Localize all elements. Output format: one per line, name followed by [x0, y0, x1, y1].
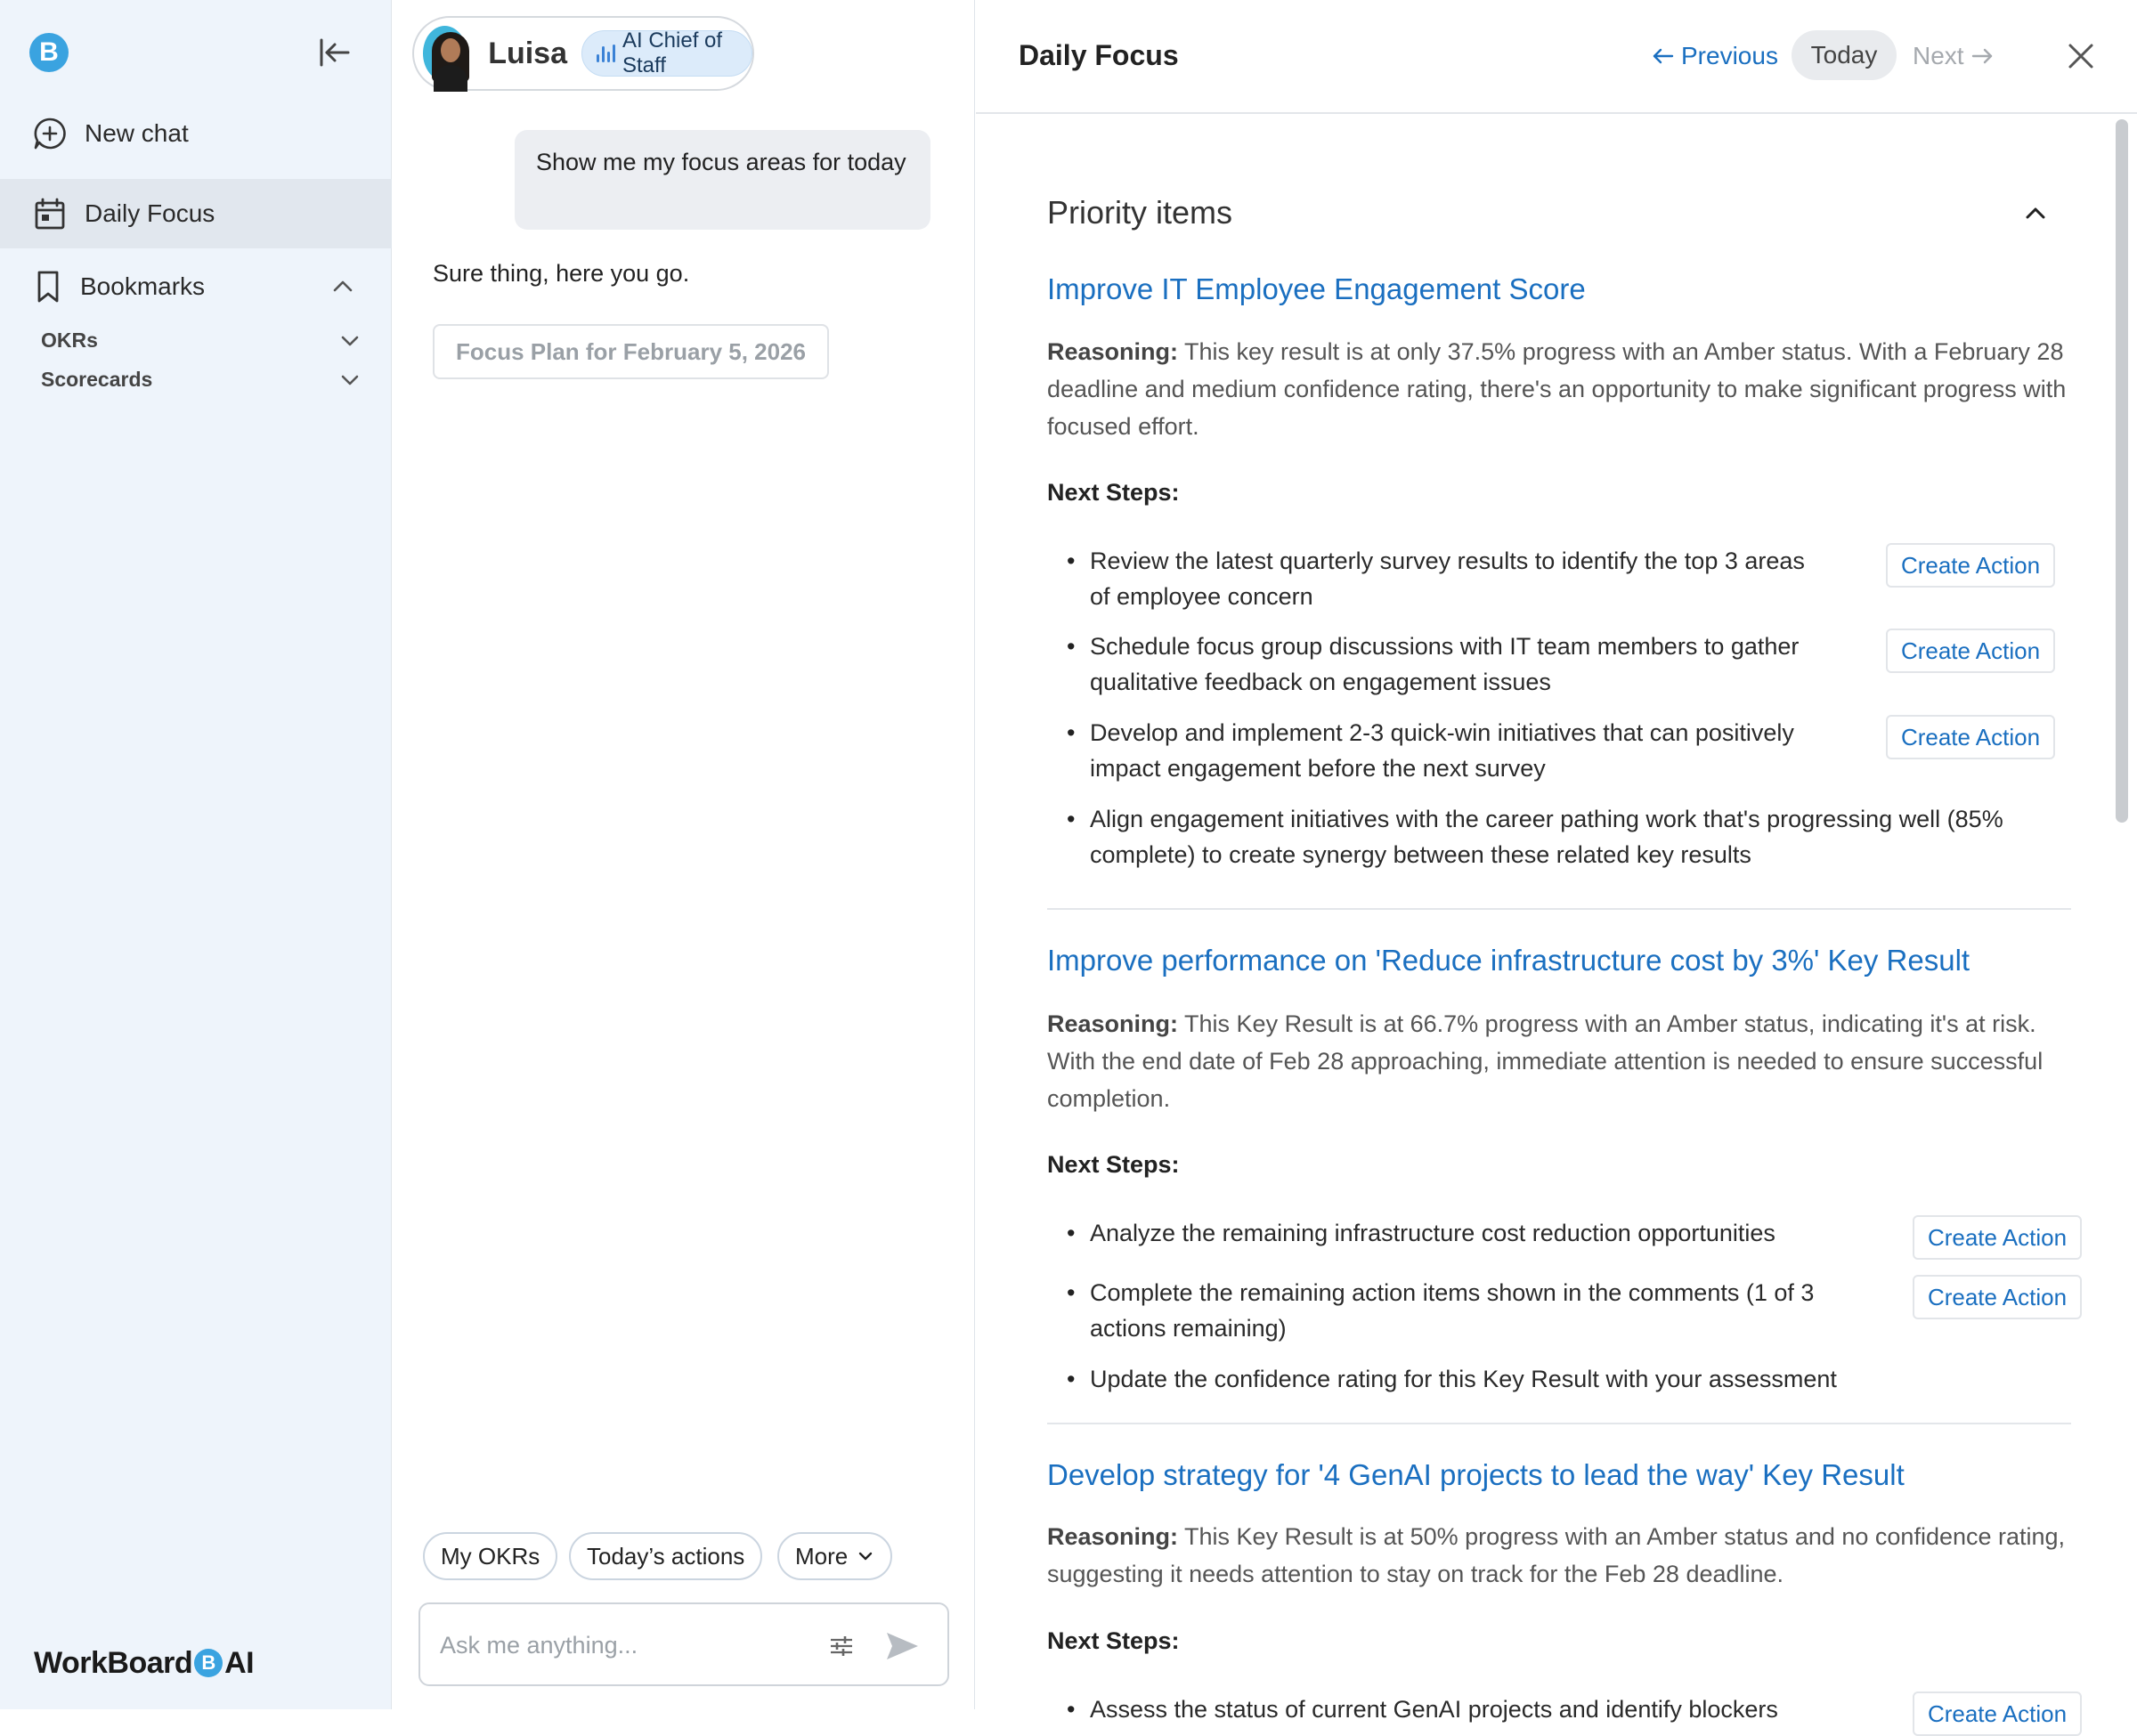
quick-action-my-okrs[interactable]: My OKRs [423, 1532, 557, 1580]
reasoning-label: Reasoning: [1047, 1010, 1179, 1037]
divider [1047, 1423, 2071, 1424]
next-step-item: • Review the latest quarterly survey results to identify the top 3 areas of employee concern [1090, 543, 1820, 614]
agent-selector[interactable] [412, 16, 754, 91]
okrs-label: OKRs [41, 328, 98, 352]
user-message: Show me my focus areas for today [515, 130, 930, 230]
next-step-item: • Schedule focus group discussions with IT team members to gather qualitative feedback on engagement issues [1090, 629, 1820, 700]
chat-panel [393, 0, 975, 1709]
collapse-left-icon [316, 35, 352, 70]
plus-circle-icon [30, 114, 69, 153]
focus-plan-button[interactable]: Focus Plan for February 5, 2026 [433, 324, 829, 379]
panel-title: Daily Focus [1019, 39, 1179, 71]
next-step-item: • Assess the status of current GenAI projects and identify blockers [1090, 1691, 1856, 1727]
create-action-button[interactable]: Create Action [1913, 1691, 2082, 1736]
quick-action-todays-actions[interactable]: Today’s actions [569, 1532, 762, 1580]
collapse-sidebar-button[interactable] [313, 32, 354, 73]
calendar-icon [30, 194, 69, 233]
chevron-down-icon[interactable] [338, 369, 362, 392]
create-action-button[interactable]: Create Action [1913, 1275, 2082, 1319]
sliders-icon [827, 1632, 856, 1660]
bookmark-icon [30, 267, 66, 306]
daily-focus-panel [976, 0, 2137, 1727]
daily-focus-label: Daily Focus [85, 199, 215, 227]
create-action-button[interactable]: Create Action [1913, 1215, 2082, 1260]
priority-item [1047, 272, 2071, 306]
send-button[interactable] [882, 1626, 922, 1667]
panel-scrollbar[interactable] [2116, 119, 2128, 823]
priority-item-title[interactable]: Improve performance on 'Reduce infrastructure cost by 3%' Key Result [1047, 944, 1970, 977]
create-action-button[interactable]: Create Action [1886, 629, 2055, 673]
chat-input[interactable] [440, 1624, 814, 1667]
settings-sliders-button[interactable] [823, 1627, 860, 1665]
chevron-up-icon[interactable] [329, 273, 356, 300]
reasoning-text: This Key Result is at 50% progress with an Amber status and no confidence rating, suggesting it needs attention to stay on track for the Feb 28 deadline. [1047, 1523, 2066, 1587]
priority-item [1047, 1458, 2071, 1492]
today-button[interactable]: Today [1792, 30, 1897, 80]
bookmarks-label: Bookmarks [80, 272, 206, 300]
send-icon [884, 1628, 920, 1664]
create-action-button[interactable]: Create Action [1886, 715, 2055, 759]
collapse-section-button[interactable] [2018, 196, 2053, 231]
priority-item-title[interactable]: Develop strategy for '4 GenAI projects to lead the way' Key Result [1047, 1458, 1905, 1491]
divider [1047, 908, 2071, 910]
next-step-item: • Develop and implement 2-3 quick-win initiatives that can positively impact engagement before the next survey [1090, 715, 1820, 786]
reasoning-label: Reasoning: [1047, 1523, 1179, 1550]
brand-ai-text: AI [224, 1645, 255, 1680]
new-chat-button[interactable] [0, 99, 392, 168]
agent-role-label: AI Chief of Staff [622, 28, 723, 77]
agent-name: Luisa [488, 36, 567, 70]
more-label: More [795, 1542, 849, 1570]
scorecards-label: Scorecards [41, 367, 153, 391]
chat-composer [418, 1602, 949, 1686]
next-button[interactable] [1913, 34, 1995, 78]
create-action-button[interactable]: Create Action [1886, 543, 2055, 588]
chevron-up-icon [2022, 200, 2049, 227]
section-title: Priority items [1047, 194, 1233, 231]
assistant-message: Sure thing, here you go. [433, 260, 690, 287]
agent-role-badge [581, 30, 752, 77]
sidebar [0, 0, 392, 1709]
arrow-left-icon [1651, 44, 1676, 69]
reasoning-label: Reasoning: [1047, 338, 1179, 365]
sparkle-bars-icon [597, 45, 615, 62]
previous-label: Previous [1681, 42, 1778, 69]
close-button[interactable] [2059, 34, 2103, 78]
priority-item-reasoning [1047, 333, 2071, 445]
brand-text: WorkBoard [34, 1645, 193, 1680]
arrow-right-icon [1970, 44, 1995, 69]
close-icon [2067, 42, 2095, 70]
priority-item-reasoning [1047, 1005, 2071, 1117]
reasoning-text: This key result is at only 37.5% progress with an Amber status. With a February 28 deadline and medium confidence rating, there's an opportunity to make significant progress with focused effort. [1047, 338, 2067, 440]
next-steps-label: Next Steps: [1047, 1627, 1180, 1654]
priority-item-reasoning [1047, 1518, 2071, 1593]
brand-mark-icon: B [194, 1649, 223, 1677]
workboard-ai-logo [34, 1643, 254, 1683]
reasoning-text: This Key Result is at 66.7% progress with an Amber status, indicating it's at risk. With the end date of Feb 28 approaching, immediate attention is needed to ensure successful completion. [1047, 1010, 2044, 1112]
next-step-item: • Analyze the remaining infrastructure cost reduction opportunities [1090, 1215, 1856, 1251]
quick-action-more[interactable] [777, 1532, 892, 1580]
avatar [423, 26, 467, 81]
next-label: Next [1913, 42, 1964, 69]
sidebar-item-okrs[interactable] [41, 322, 362, 358]
previous-button[interactable] [1651, 34, 1778, 78]
sidebar-item-bookmarks[interactable] [0, 252, 392, 321]
priority-item-title[interactable]: Improve IT Employee Engagement Score [1047, 272, 1586, 305]
next-steps-label: Next Steps: [1047, 479, 1180, 506]
workboard-logo-icon[interactable]: B [29, 33, 69, 72]
sidebar-item-daily-focus[interactable] [0, 179, 392, 248]
next-steps-label: Next Steps: [1047, 1151, 1180, 1178]
chevron-down-icon [857, 1547, 874, 1565]
sidebar-item-scorecards[interactable] [41, 361, 362, 397]
priority-item [1047, 944, 2071, 978]
chevron-down-icon[interactable] [338, 329, 362, 353]
next-step-item: • Complete the remaining action items shown in the comments (1 of 3 actions remaining) [1090, 1275, 1856, 1346]
new-chat-label: New chat [85, 119, 189, 147]
next-step-item: • Update the confidence rating for this Key Result with your assessment [1090, 1361, 2007, 1397]
next-step-item: • Align engagement initiatives with the career pathing work that's progressing well (85% complete) to create synergy between these related key results [1090, 801, 2007, 872]
panel-header [976, 0, 2137, 114]
